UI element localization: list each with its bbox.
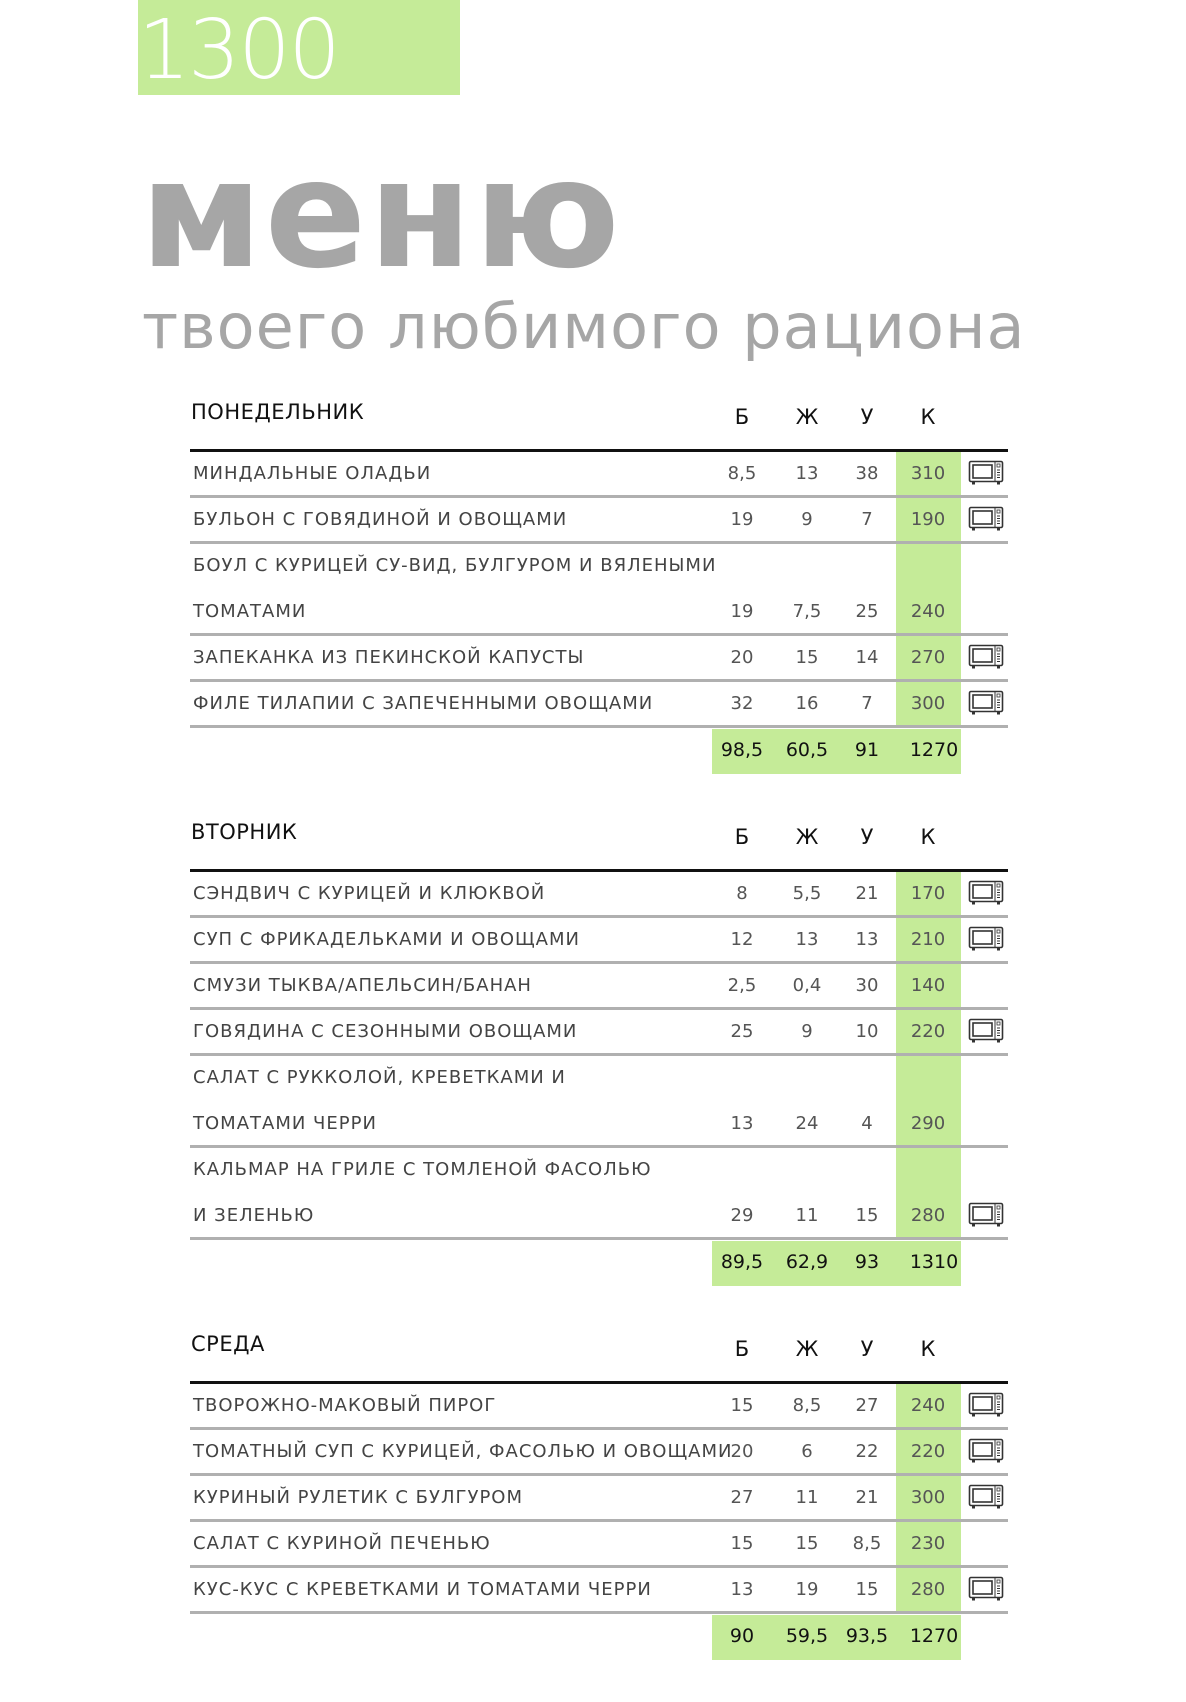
column-header-b: Б: [734, 405, 750, 429]
row-divider: [190, 1611, 1008, 1614]
microwave-icon: [968, 926, 1004, 952]
microwave-icon: [968, 880, 1004, 906]
value-zh: 13: [795, 929, 819, 950]
value-b: 12: [730, 929, 754, 950]
value-u: 10: [855, 1021, 879, 1042]
dish-name: СМУЗИ ТЫКВА/АПЕЛЬСИН/БАНАН: [193, 975, 532, 996]
value-b: 20: [730, 1441, 754, 1462]
row-divider: [190, 1519, 1008, 1522]
value-u: 22: [855, 1441, 879, 1462]
value-u: 25: [855, 601, 879, 622]
row-divider: [190, 915, 1008, 918]
value-k: 170: [910, 883, 946, 904]
value-zh: 24: [795, 1113, 819, 1134]
dish-name: СУП С ФРИКАДЕЛЬКАМИ И ОВОЩАМИ: [193, 929, 580, 950]
value-u: 13: [855, 929, 879, 950]
header-divider: [190, 869, 1008, 872]
dish-name: БОУЛ С КУРИЦЕЙ СУ-ВИД, БУЛГУРОМ И ВЯЛЕНЫМИ: [193, 555, 717, 576]
column-header-k: К: [920, 1337, 936, 1361]
value-u: 15: [855, 1579, 879, 1600]
value-u: 21: [855, 883, 879, 904]
value-zh: 9: [801, 509, 813, 530]
dish-name: ТВОРОЖНО-МАКОВЫЙ ПИРОГ: [193, 1395, 497, 1416]
column-header-u: У: [860, 825, 874, 849]
total-k: 1270: [909, 739, 959, 761]
dish-name: КАЛЬМАР НА ГРИЛЕ С ТОМЛЕНОЙ ФАСОЛЬЮ: [193, 1159, 652, 1180]
dish-name: ТОМАТНЫЙ СУП С КУРИЦЕЙ, ФАСОЛЬЮ И ОВОЩАМИ: [193, 1441, 733, 1462]
row-divider: [190, 1053, 1008, 1056]
day-title: ВТОРНИК: [191, 820, 298, 844]
total-u: 93,5: [845, 1625, 889, 1647]
value-zh: 13: [795, 463, 819, 484]
total-k: 1310: [909, 1251, 959, 1273]
calorie-badge: [138, 0, 460, 98]
value-u: 8,5: [852, 1533, 882, 1554]
dish-name: ЗАПЕКАНКА ИЗ ПЕКИНСКОЙ КАПУСТЫ: [193, 647, 585, 668]
value-u: 27: [855, 1395, 879, 1416]
value-b: 13: [730, 1579, 754, 1600]
dish-name: ГОВЯДИНА С СЕЗОННЫМИ ОВОЩАМИ: [193, 1021, 578, 1042]
value-k: 240: [910, 601, 946, 622]
total-b: 90: [729, 1625, 755, 1647]
day-title: СРЕДА: [191, 1332, 265, 1356]
value-zh: 5,5: [792, 883, 822, 904]
column-header-zh: Ж: [795, 1337, 819, 1361]
value-k: 300: [910, 1487, 946, 1508]
row-divider: [190, 633, 1008, 636]
value-zh: 0,4: [792, 975, 822, 996]
value-zh: 11: [795, 1487, 819, 1508]
value-b: 20: [730, 647, 754, 668]
microwave-icon: [968, 1484, 1004, 1510]
value-b: 15: [730, 1395, 754, 1416]
value-k: 270: [910, 647, 946, 668]
dish-name: ТОМАТАМИ: [193, 601, 307, 622]
page-title: меню: [140, 128, 622, 302]
value-k: 280: [910, 1579, 946, 1600]
row-divider: [190, 961, 1008, 964]
value-k: 220: [910, 1441, 946, 1462]
dish-name: И ЗЕЛЕНЬЮ: [193, 1205, 315, 1226]
dish-name: МИНДАЛЬНЫЕ ОЛАДЬИ: [193, 463, 432, 484]
value-b: 8,5: [727, 463, 757, 484]
value-u: 14: [855, 647, 879, 668]
dish-name: СЭНДВИЧ С КУРИЦЕЙ И КЛЮКВОЙ: [193, 883, 546, 904]
dish-name: ФИЛЕ ТИЛАПИИ С ЗАПЕЧЕННЫМИ ОВОЩАМИ: [193, 693, 654, 714]
value-b: 13: [730, 1113, 754, 1134]
value-k: 300: [910, 693, 946, 714]
value-zh: 9: [801, 1021, 813, 1042]
value-zh: 8,5: [792, 1395, 822, 1416]
microwave-icon: [968, 1202, 1004, 1228]
value-b: 15: [730, 1533, 754, 1554]
value-k: 210: [910, 929, 946, 950]
row-divider: [190, 679, 1008, 682]
value-k: 240: [910, 1395, 946, 1416]
total-zh: 62,9: [785, 1251, 829, 1273]
value-u: 4: [861, 1113, 873, 1134]
row-divider: [190, 725, 1008, 728]
column-header-b: Б: [734, 1337, 750, 1361]
day-title: ПОНЕДЕЛЬНИК: [191, 400, 365, 424]
value-u: 7: [861, 693, 873, 714]
header-divider: [190, 1381, 1008, 1384]
header-divider: [190, 449, 1008, 452]
row-divider: [190, 1007, 1008, 1010]
value-b: 27: [730, 1487, 754, 1508]
column-header-k: К: [920, 825, 936, 849]
value-zh: 7,5: [792, 601, 822, 622]
total-zh: 60,5: [785, 739, 829, 761]
value-b: 8: [736, 883, 748, 904]
value-u: 15: [855, 1205, 879, 1226]
microwave-icon: [968, 1438, 1004, 1464]
row-divider: [190, 1565, 1008, 1568]
microwave-icon: [968, 1018, 1004, 1044]
microwave-icon: [968, 644, 1004, 670]
kcal-column-highlight: [896, 452, 961, 725]
total-zh: 59,5: [785, 1625, 829, 1647]
microwave-icon: [968, 1392, 1004, 1418]
value-u: 38: [855, 463, 879, 484]
value-k: 290: [910, 1113, 946, 1134]
microwave-icon: [968, 1576, 1004, 1602]
value-b: 25: [730, 1021, 754, 1042]
value-zh: 15: [795, 1533, 819, 1554]
value-u: 30: [855, 975, 879, 996]
row-divider: [190, 1145, 1008, 1148]
row-divider: [190, 541, 1008, 544]
calorie-badge-text: 1300: [138, 3, 339, 98]
dish-name: САЛАТ С РУККОЛОЙ, КРЕВЕТКАМИ И: [193, 1067, 566, 1088]
dish-name: КУС-КУС С КРЕВЕТКАМИ И ТОМАТАМИ ЧЕРРИ: [193, 1579, 652, 1600]
row-divider: [190, 1427, 1008, 1430]
value-b: 29: [730, 1205, 754, 1226]
total-k: 1270: [909, 1625, 959, 1647]
column-header-u: У: [860, 405, 874, 429]
column-header-b: Б: [734, 825, 750, 849]
value-k: 280: [910, 1205, 946, 1226]
dish-name: САЛАТ С КУРИНОЙ ПЕЧЕНЬЮ: [193, 1533, 491, 1554]
value-zh: 19: [795, 1579, 819, 1600]
dish-name: КУРИНЫЙ РУЛЕТИК С БУЛГУРОМ: [193, 1487, 524, 1508]
value-b: 2,5: [727, 975, 757, 996]
total-b: 98,5: [720, 739, 764, 761]
dish-name: ТОМАТАМИ ЧЕРРИ: [193, 1113, 377, 1134]
page-subtitle: твоего любимого рациона: [142, 290, 1026, 363]
row-divider: [190, 1473, 1008, 1476]
row-divider: [190, 1237, 1008, 1240]
value-k: 230: [910, 1533, 946, 1554]
value-u: 21: [855, 1487, 879, 1508]
total-u: 93: [854, 1251, 880, 1273]
column-header-u: У: [860, 1337, 874, 1361]
value-zh: 15: [795, 647, 819, 668]
value-k: 190: [910, 509, 946, 530]
dish-name: БУЛЬОН С ГОВЯДИНОЙ И ОВОЩАМИ: [193, 509, 568, 530]
value-b: 19: [730, 509, 754, 530]
value-k: 310: [910, 463, 946, 484]
value-zh: 11: [795, 1205, 819, 1226]
value-b: 19: [730, 601, 754, 622]
microwave-icon: [968, 460, 1004, 486]
value-zh: 16: [795, 693, 819, 714]
total-b: 89,5: [720, 1251, 764, 1273]
microwave-icon: [968, 690, 1004, 716]
column-header-zh: Ж: [795, 825, 819, 849]
value-k: 140: [910, 975, 946, 996]
value-k: 220: [910, 1021, 946, 1042]
column-header-k: К: [920, 405, 936, 429]
value-b: 32: [730, 693, 754, 714]
row-divider: [190, 495, 1008, 498]
value-zh: 6: [801, 1441, 813, 1462]
column-header-zh: Ж: [795, 405, 819, 429]
microwave-icon: [968, 506, 1004, 532]
value-u: 7: [861, 509, 873, 530]
total-u: 91: [854, 739, 880, 761]
